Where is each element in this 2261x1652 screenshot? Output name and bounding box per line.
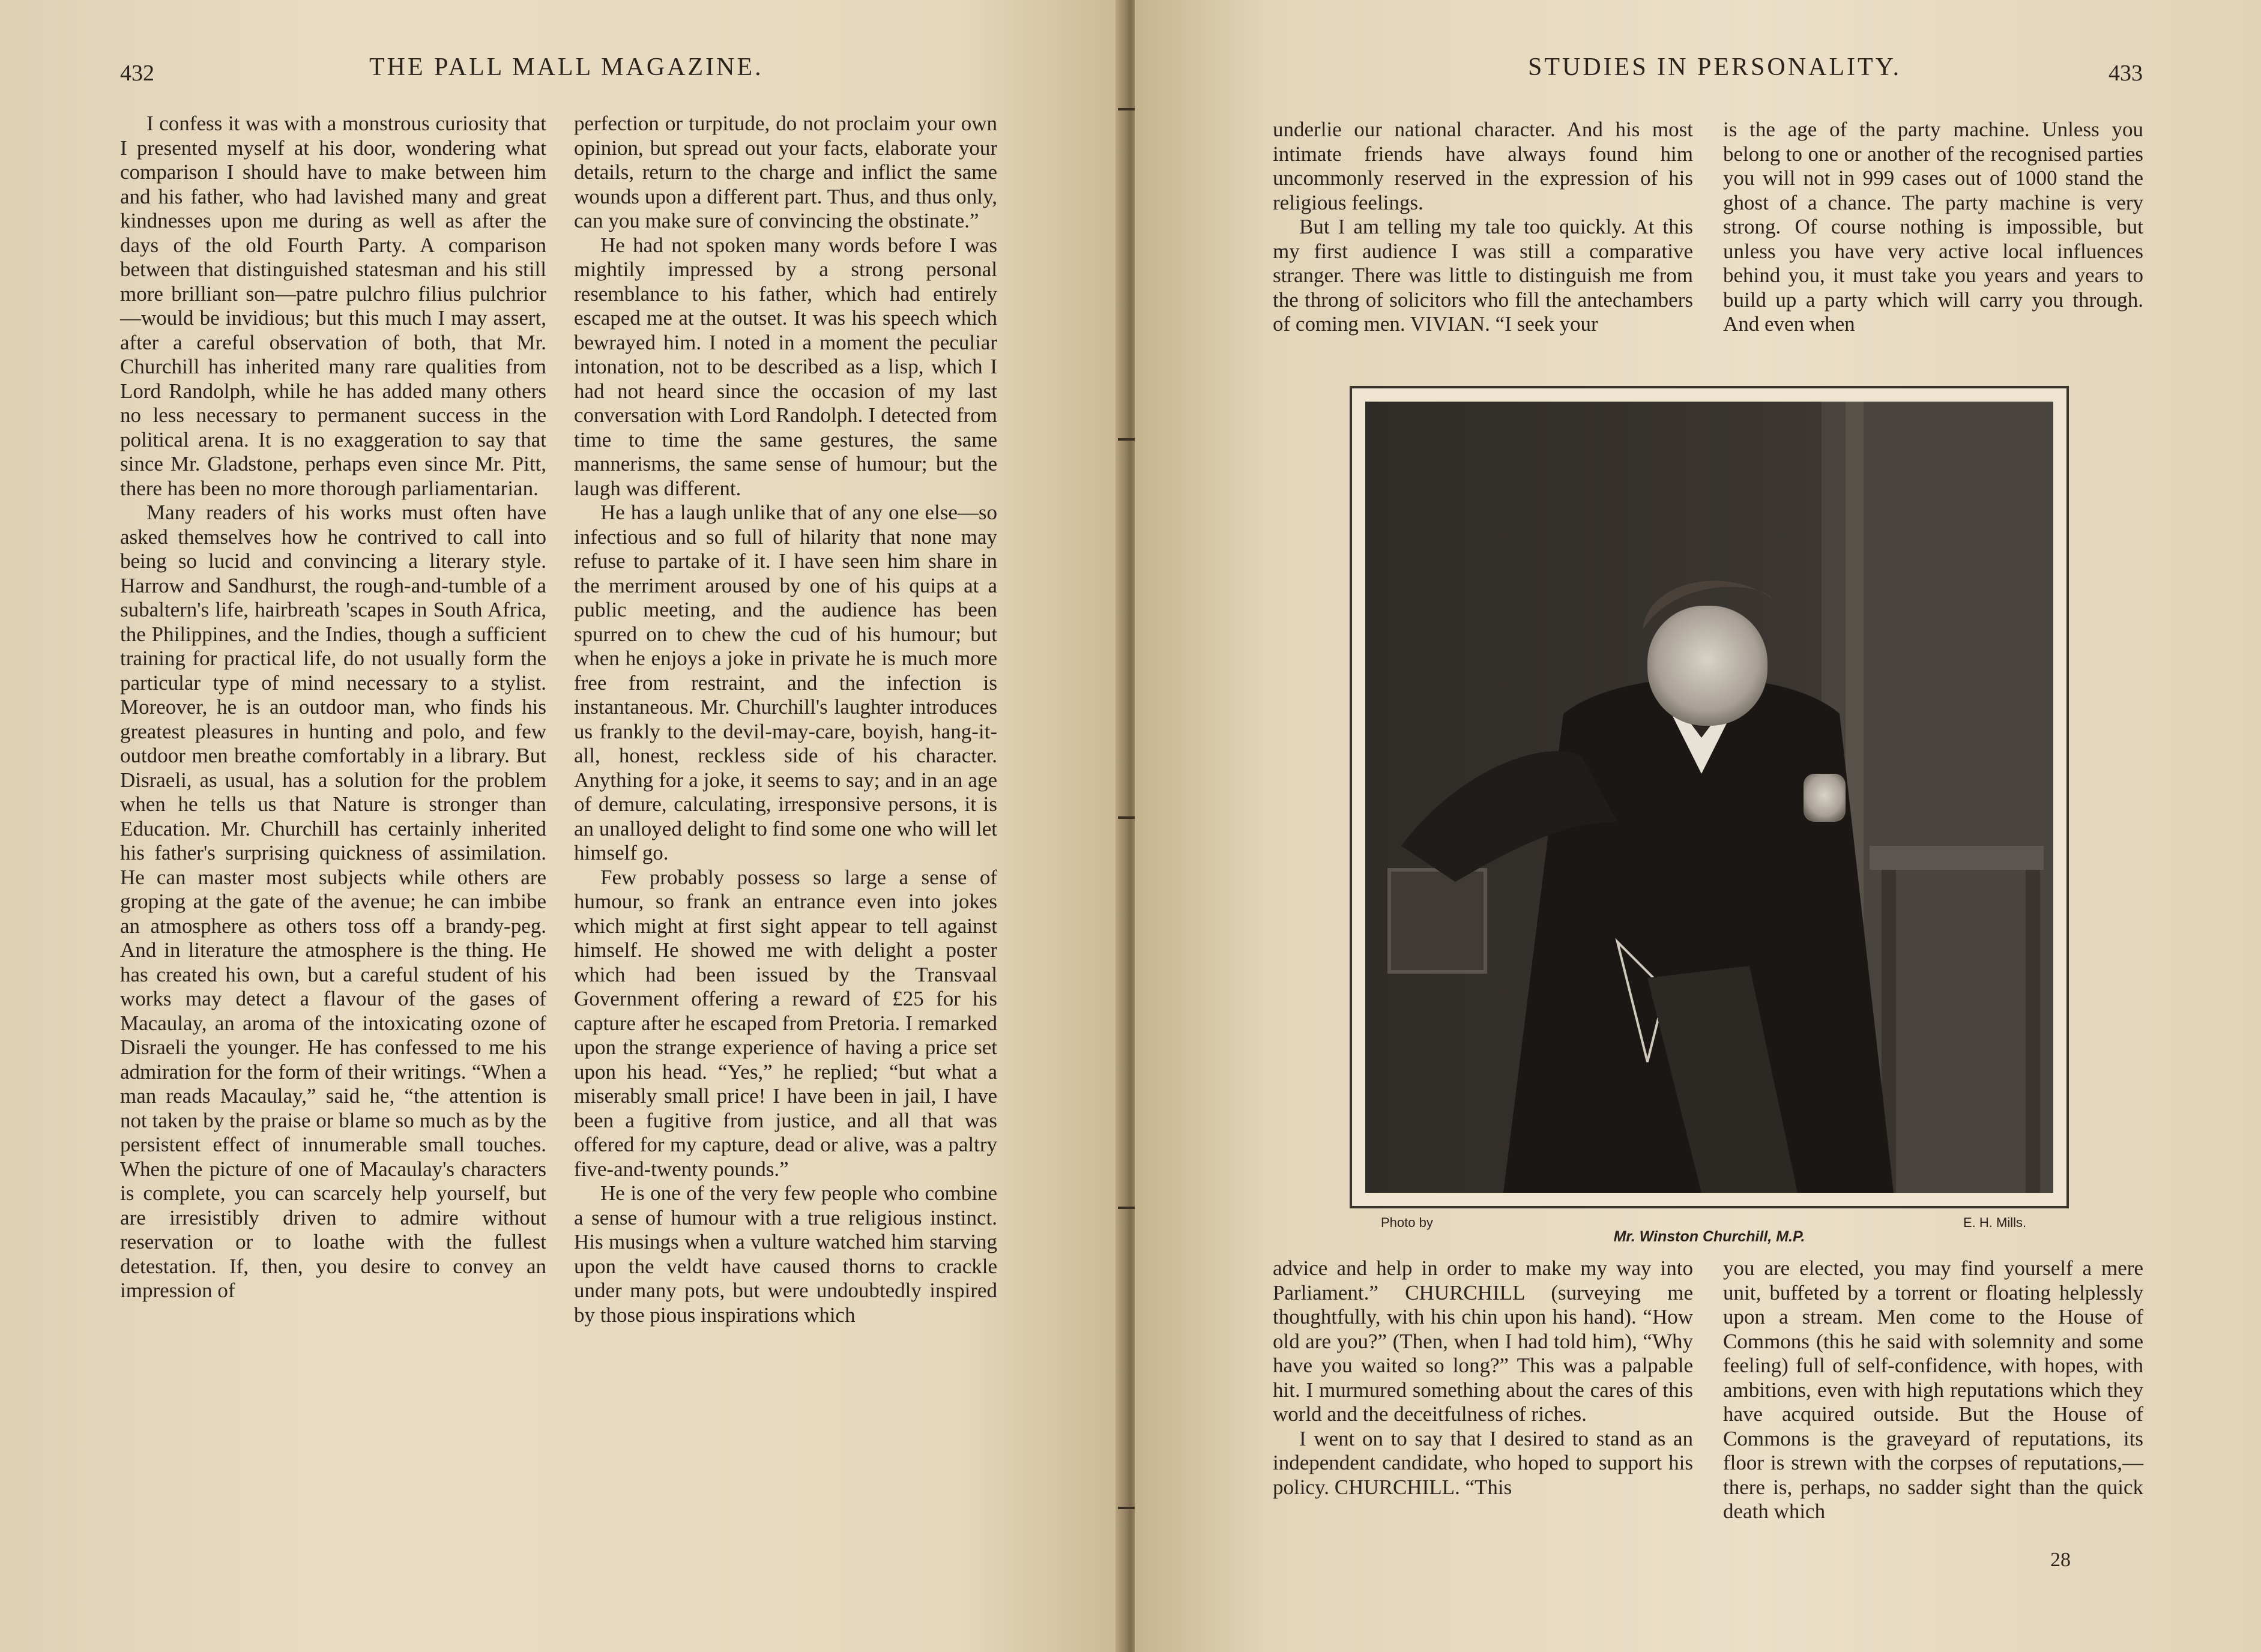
paragraph: He is one of the very few people who combine a sense of humour with a true religious instinct. His musings when a vulture watched him starving upon the veldt have caused thorns to crackle under many pots, but were undoubtedly inspired by those pious inspirations which: [574, 1181, 997, 1327]
paragraph: He has a laugh unlike that of any one else—so infectious and so full of hilarity that none may refuse to partake of it. I have seen him share in the merriment aroused by one of his quips at a public meeting, and the audience has been spurred on to chew the cud of his humour; but when he enjoys a joke in private he is much more free from restraint, and the infection is instantaneous. Mr. Churchill's laughter introduces us frankly to the devil-may-care, boyish, hang-it-all, honest, reckless side of his character. Anything for a joke, it seems to say; and in an age of demure, calculating, irresponsive persons, it is an unalloyed delight to find some one who will let himself go.: [574, 501, 997, 864]
paragraph: Few probably possess so large a sense of humour, so frank an entrance even into jokes which might at first sight appear to tell against himself. He showed me with delight a poster which had been issued by the Transvaal Government offering a reward of £25 for his capture after he escaped from Pretoria. I remarked upon the strange experience of having a price set upon his head. “Yes,” he replied; “but what a miserably small price! I have been in jail, I have been a fugitive from justice, and all that was offered for my capture, dead or alive, was a paltry five-and-twenty pounds.”: [574, 865, 997, 1181]
right-column-2-top: [1723, 118, 2143, 337]
page-number-right: 433: [2109, 61, 2143, 86]
paragraph: advice and help in order to make my way into Parliament.” CHURCHILL (surveying me thoughtfully, with his chin upon his hand). “How old are you?” (Then, when I had told him), “Why have you waited so long?” This was a palpable hit. I murmured something about the cares of this world and the deceitfulness of riches.: [1273, 1256, 1693, 1426]
running-head-left: THE PALL MALL MAGAZINE.: [369, 53, 764, 81]
left-column-1: [120, 112, 546, 1303]
paragraph: underlie our national character. And his most intimate friends have always found him uncommonly reserved in the expression of his religious feelings.: [1273, 118, 1693, 214]
paragraph: Many readers of his works must often have asked themselves how he contrived to call into being so lucid and convincing a literary style. Harrow and Sandhurst, the rough-and-tumble of a subaltern's life, hairbreath 'scapes in South Africa, the Philippines, and the Indies, though a sufficient training for practical life, do not usually form the particular type of mind necessary to a stylist. Moreover, he is an outdoor man, who finds his greatest pleasures in hunting and polo, and few outdoor men breathe comfortably in a library. But Disraeli, as usual, has a solution for the problem when he tells us that Nature is stronger than Education. Mr. Churchill has certainly inherited his father's surprising quickness of assimilation. He can master most subjects while others are groping at the gate of the avenue; he can imbibe an atmosphere as others toss off a brandy-peg. And in literature the atmosphere is the thing. He has created his own, but a careful student of his works may detect a flavour of the gases of Macaulay, an aroma of the intoxicating ozone of Disraeli the younger. He has confessed to me his admiration for the form of their writings. “When a man reads Macaulay,” said he, “the attention is not taken by the praise or blame so much as by the persistent effect of innumerable small touches. When the picture of one of Macaulay's characters is complete, you can scarcely help yourself, but are irresistibly driven to admire without reservation or to loathe with the fullest detestation. If, then, you desire to convey an impression of: [120, 501, 546, 1302]
paragraph: is the age of the party machine. Unless you belong to one or another of the recognised parties you will not in 999 cases out of 1000 stand the ghost of a chance. The party machine is very strong. Of course nothing is impossible, but unless you have very active local influences behind you, it must take you years and years to build up a party which will carry you through. And even when: [1723, 118, 2143, 336]
left-column-2: [574, 112, 997, 1327]
right-column-2-bottom: [1723, 1256, 2143, 1524]
paragraph: I confess it was with a monstrous curiosity that I presented myself at his door, wondering what comparison I should have to make between him and his father, who had lavished many and great kindnesses upon me during as well as after the days of the old Fourth Party. A comparison between that distinguished statesman and his still more brilliant son—patre pulchro filius pulchrior—would be invidious; but this much I may assert, after a careful observation of both, that Mr. Churchill has inherited many rare qualities from Lord Randolph, while he has added many others no less necessary to permanent success in the political arena. It is no exaggeration to say that since Mr. Gladstone, perhaps even since Mr. Pitt, there has been no more thorough parliamentarian.: [120, 112, 546, 500]
page-number-left: 432: [120, 61, 154, 86]
right-column-1-top: [1273, 118, 1693, 337]
portrait-frame: [1350, 386, 2069, 1208]
photo-caption: Mr. Winston Churchill, M.P.: [1613, 1228, 1805, 1245]
paragraph: I went on to say that I desired to stand as an independent candidate, who hoped to support his policy. CHURCHILL. “This: [1273, 1426, 1693, 1499]
running-head-right: STUDIES IN PERSONALITY.: [1528, 53, 1902, 81]
photographer-name: E. H. Mills.: [1963, 1215, 2027, 1230]
signature-mark: 28: [2050, 1549, 2071, 1571]
paragraph: perfection or turpitude, do not proclaim your own opinion, but spread out your facts, elaborate your details, return to the charge and inflict the same wounds upon a different part. Thus, and thus only, can you make sure of convincing the obstinate.”: [574, 112, 997, 232]
right-column-1-bottom: [1273, 1256, 1693, 1500]
paragraph: He had not spoken many words before I was mightily impressed by a strong personal resemblance to his father, which had entirely escaped me at the outset. It was his speech which bewrayed him. I noted in a moment the peculiar intonation, not to be described as a lisp, which I had not heard since the occasion of my last conversation with Lord Randolph. I detected from time to time the same gestures, the same mannerisms, the same sense of humour; but the laugh was different.: [574, 233, 997, 500]
photo-credit-label: Photo by: [1381, 1215, 1433, 1230]
left-page: [0, 0, 1123, 1652]
paragraph: But I am telling my tale too quickly. At this my first audience I was still a comparative stranger. There was little to distinguish me from the throng of solicitors who fill the antechambers of coming men. VIVIAN. “I seek your: [1273, 215, 1693, 336]
paragraph: you are elected, you may find yourself a mere unit, buffeted by a torrent or floating helplessly upon a stream. Men come to the House of Commons (this he said with solemnity and some feeling) full of self-confidence, with hopes, with ambitions, even with high reputations which they have acquired outside. But the House of Commons is the graveyard of reputations, its floor is strewn with the corpses of reputations,—there is, perhaps, no sadder sight than the quick death which: [1723, 1256, 2143, 1523]
portrait-illustration: [1365, 402, 2053, 1193]
portrait-photo: [1365, 402, 2053, 1193]
